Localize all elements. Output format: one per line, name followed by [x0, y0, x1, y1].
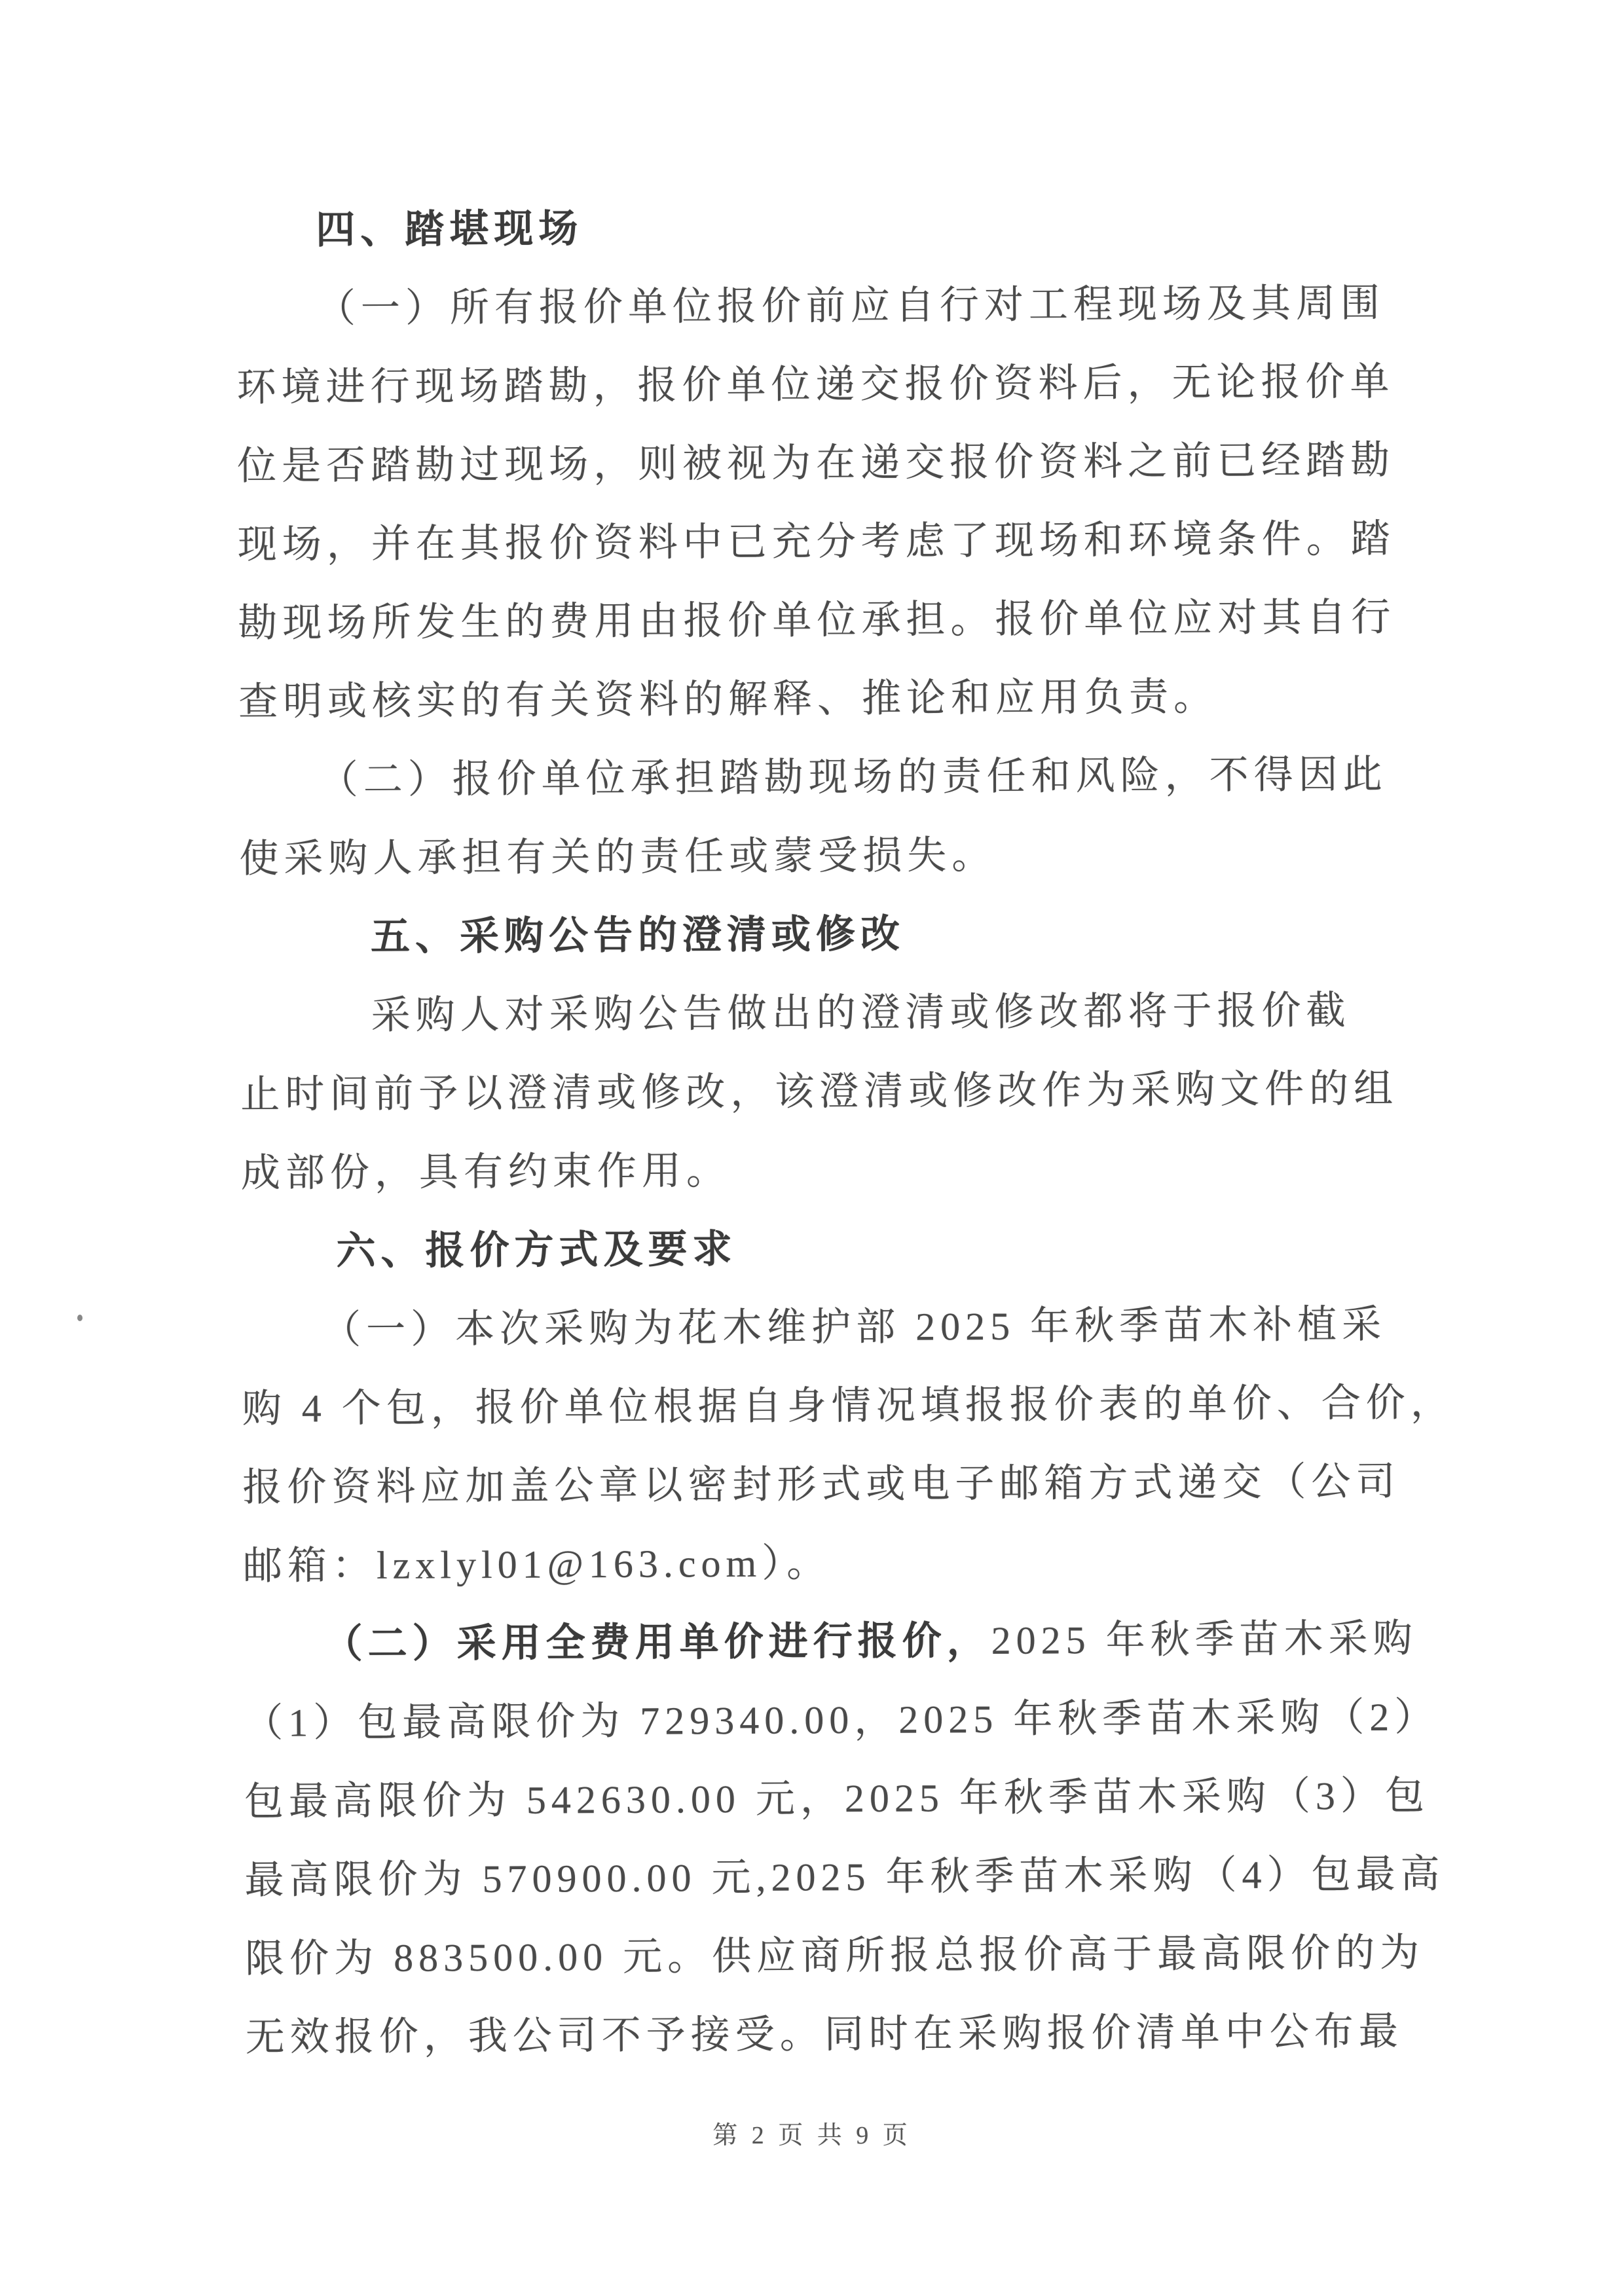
paragraph-line [243, 1599, 1416, 1684]
scan-speck-artifact [77, 1315, 83, 1321]
section-heading-6: 六、报价方式及要求 [336, 1228, 737, 1273]
document-body [236, 185, 1455, 2077]
paragraph-line: 现场，并在其报价资料中已充分考虑了现场和环境条件。踏 [237, 517, 1395, 566]
paragraph-line: （二）报价单位承担踏勘现场的责任和风险，不得因此 [318, 752, 1388, 802]
section-heading-5: 五、采购公告的澄清或修改 [370, 912, 906, 958]
paragraph-line: （一）所有报价单位报价前应自行对工程现场及其周围 [316, 281, 1386, 331]
section-heading-4: 四、踏堪现场 [316, 207, 583, 252]
paragraph-line: 最高限价为 570900.00 元,2025 年秋季苗木采购（4）包最高 [244, 1852, 1445, 1902]
paragraph-line: 购 4 个包，报价单位根据自身情况填报报价表的单价、合价， [242, 1381, 1455, 1430]
paragraph-line: 成部份，具有约束作用。 [240, 1149, 731, 1195]
email-line: 邮箱：lzxlyl01@163.com）。 [242, 1541, 832, 1588]
paragraph-line: 环境进行现场踏勘，报价单位递交报价资料后，无论报价单 [236, 359, 1395, 409]
emphasis-text: （二）采用全费用单价进行报价， [323, 1618, 991, 1666]
paragraph-line: 包最高限价为 542630.00 元，2025 年秋季苗木采购（3）包 [244, 1774, 1430, 1823]
paragraph-line: 位是否踏勘过现场，则被视为在递交报价资料之前已经踏勘 [237, 438, 1395, 488]
paragraph-line: 采购人对采购公告做出的澄清或修改都将于报价截 [371, 989, 1351, 1037]
paragraph-line: 止时间前予以澄清或修改，该澄清或修改作为采购文件的组 [240, 1066, 1399, 1116]
paragraph-line: （一）本次采购为花木维护部 2025 年秋季苗木补植采 [321, 1302, 1387, 1352]
paragraph-line: 查明或核实的有关资料的解释、推论和应用负责。 [238, 675, 1219, 723]
paragraph-line: 报价资料应加盖公章以密封形式或电子邮箱方式递交（公司 [242, 1459, 1401, 1509]
page-footer: 第 2 页 共 9 页 [712, 2122, 912, 2149]
paragraph-line: 无效报价，我公司不予接受。同时在采购报价清单中公布最 [245, 2009, 1403, 2059]
paragraph-line: 勘现场所发生的费用由报价单位承担。报价单位应对其自行 [238, 595, 1396, 645]
paragraph-text: 2025 年秋季苗木采购 [991, 1616, 1418, 1662]
paragraph-line: （1）包最高限价为 729340.00，2025 年秋季苗木采购（2） [244, 1695, 1439, 1745]
paragraph-line: 使采购人承担有关的责任或蒙受损失。 [239, 833, 997, 881]
paragraph-line: 限价为 883500.00 元。供应商所报总报价高于最高限价的为 [244, 1931, 1425, 1980]
